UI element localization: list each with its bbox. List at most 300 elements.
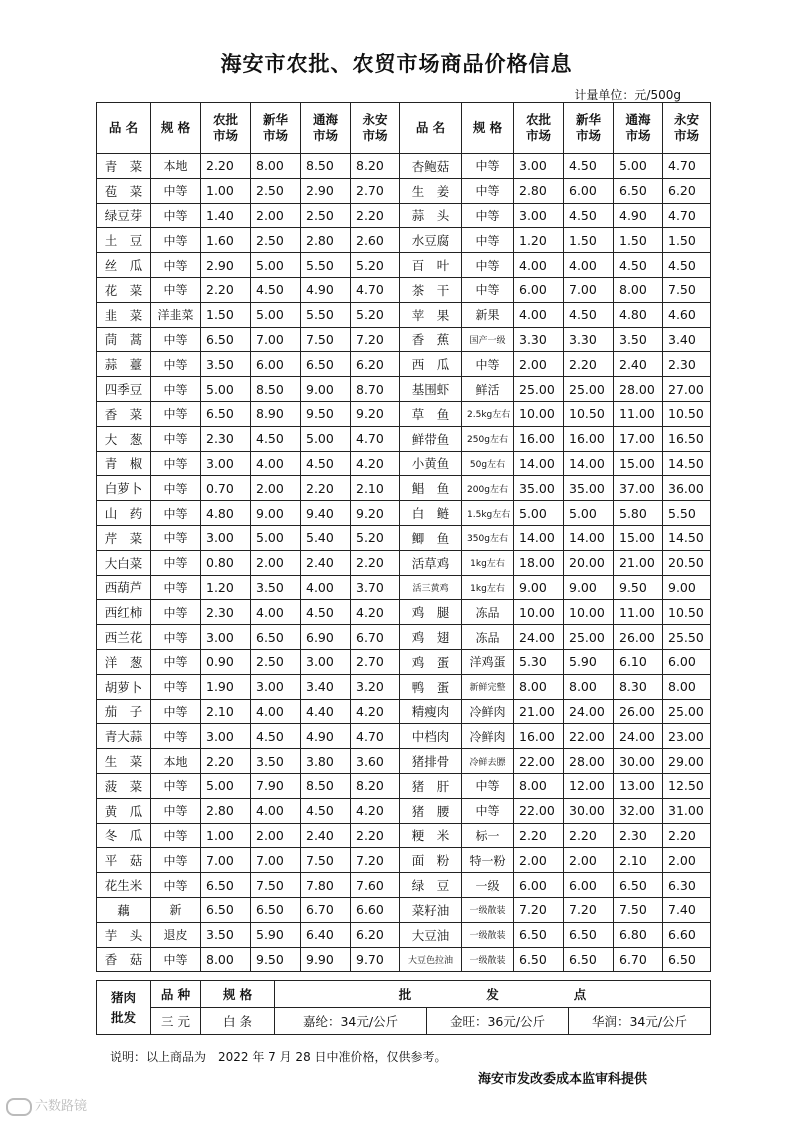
- item-price: 4.70: [663, 154, 711, 179]
- item-name: 菠 菜: [97, 773, 151, 798]
- item-price: 6.30: [663, 873, 711, 898]
- table-row: [97, 848, 711, 873]
- item-name: 鸡 腿: [400, 600, 462, 625]
- item-price: 2.40: [301, 550, 351, 575]
- item-price: 8.50: [301, 773, 351, 798]
- item-price: 6.40: [301, 922, 351, 947]
- table-row: [97, 451, 711, 476]
- table-row: [97, 674, 711, 699]
- item-price: 8.00: [564, 674, 614, 699]
- item-spec: 中等: [151, 873, 201, 898]
- item-price: 4.50: [564, 154, 614, 179]
- table-row: [97, 699, 711, 724]
- item-price: 25.00: [514, 377, 564, 402]
- item-price: 6.50: [251, 625, 301, 650]
- item-name: 西兰花: [97, 625, 151, 650]
- item-price: 3.00: [201, 525, 251, 550]
- item-name: 四季豆: [97, 377, 151, 402]
- item-price: 5.80: [614, 501, 663, 526]
- item-price: 17.00: [614, 426, 663, 451]
- table-row: [97, 426, 711, 451]
- table-row: [97, 352, 711, 377]
- item-price: 2.80: [201, 798, 251, 823]
- item-price: 2.60: [351, 228, 400, 253]
- item-price: 4.00: [251, 699, 301, 724]
- item-price: 6.70: [351, 625, 400, 650]
- table-row: [97, 525, 711, 550]
- item-price: 1.00: [201, 823, 251, 848]
- item-price: 10.00: [514, 600, 564, 625]
- item-price: 6.20: [663, 178, 711, 203]
- item-price: 2.20: [351, 203, 400, 228]
- item-name: 粳 米: [400, 823, 462, 848]
- item-price: 8.00: [614, 277, 663, 302]
- item-price: 6.90: [301, 625, 351, 650]
- item-spec: 中等: [151, 773, 201, 798]
- item-price: 8.00: [514, 773, 564, 798]
- pork-point-jialun: 嘉纶：34元/公斤: [275, 1008, 427, 1035]
- item-name: 青大蒜: [97, 724, 151, 749]
- item-price: 1.20: [201, 575, 251, 600]
- item-name: 面 粉: [400, 848, 462, 873]
- header-market-tonghai: 通海 市场: [301, 103, 351, 154]
- item-price: 16.00: [564, 426, 614, 451]
- item-price: 2.20: [201, 277, 251, 302]
- item-name: 绿 豆: [400, 873, 462, 898]
- item-spec: 中等: [462, 154, 514, 179]
- item-price: 4.50: [301, 451, 351, 476]
- item-price: 26.00: [614, 699, 663, 724]
- item-price: 12.50: [663, 773, 711, 798]
- item-price: 8.90: [251, 401, 301, 426]
- item-price: 7.00: [201, 848, 251, 873]
- table-row: [97, 649, 711, 674]
- item-spec: 新: [151, 897, 201, 922]
- item-spec: 退皮: [151, 922, 201, 947]
- item-spec: 350g左右: [462, 525, 514, 550]
- item-name: 猪 肝: [400, 773, 462, 798]
- item-name: 芋 头: [97, 922, 151, 947]
- item-price: 3.80: [301, 749, 351, 774]
- item-price: 0.70: [201, 476, 251, 501]
- item-spec: 洋韭菜: [151, 302, 201, 327]
- header-market-nongpi-2: 农批 市场: [514, 103, 564, 154]
- item-spec: 1.5kg左右: [462, 501, 514, 526]
- item-price: 2.40: [301, 823, 351, 848]
- item-spec: 新鲜完整: [462, 674, 514, 699]
- item-price: 5.20: [351, 253, 400, 278]
- item-spec: 中等: [151, 625, 201, 650]
- item-price: 25.50: [663, 625, 711, 650]
- item-price: 3.30: [564, 327, 614, 352]
- item-price: 2.20: [201, 154, 251, 179]
- item-price: 4.20: [351, 451, 400, 476]
- item-price: 9.00: [301, 377, 351, 402]
- header-market-yongan-2: 永安 市场: [663, 103, 711, 154]
- item-price: 12.00: [564, 773, 614, 798]
- page-title: 海安市农批、农贸市场商品价格信息: [220, 52, 573, 76]
- item-spec: 冷鲜去膘: [462, 749, 514, 774]
- item-spec: 一级散装: [462, 897, 514, 922]
- item-price: 8.20: [351, 773, 400, 798]
- item-name: 鲫 鱼: [400, 525, 462, 550]
- item-spec: 中等: [151, 401, 201, 426]
- item-price: 4.60: [663, 302, 711, 327]
- item-price: 4.50: [251, 724, 301, 749]
- item-price: 2.30: [663, 352, 711, 377]
- item-name: 鲜带鱼: [400, 426, 462, 451]
- item-price: 9.20: [351, 401, 400, 426]
- item-price: 6.50: [201, 897, 251, 922]
- item-price: 4.00: [251, 600, 301, 625]
- table-row: [97, 922, 711, 947]
- item-price: 2.20: [351, 823, 400, 848]
- item-price: 4.90: [614, 203, 663, 228]
- item-price: 5.20: [351, 302, 400, 327]
- item-name: 山 药: [97, 501, 151, 526]
- item-price: 2.00: [251, 203, 301, 228]
- item-price: 4.50: [564, 302, 614, 327]
- item-price: 31.00: [663, 798, 711, 823]
- item-price: 2.30: [201, 426, 251, 451]
- item-name: 鲳 鱼: [400, 476, 462, 501]
- item-price: 5.00: [514, 501, 564, 526]
- item-price: 4.70: [351, 426, 400, 451]
- header-market-tonghai-2: 通海 市场: [614, 103, 663, 154]
- item-price: 16.00: [514, 724, 564, 749]
- item-price: 35.00: [514, 476, 564, 501]
- item-spec: 中等: [151, 798, 201, 823]
- item-price: 1.90: [201, 674, 251, 699]
- item-price: 3.00: [201, 625, 251, 650]
- item-price: 7.60: [351, 873, 400, 898]
- pork-variety: 三 元: [151, 1008, 201, 1035]
- item-price: 1.20: [514, 228, 564, 253]
- item-price: 2.10: [614, 848, 663, 873]
- item-price: 8.00: [251, 154, 301, 179]
- item-spec: 中等: [151, 277, 201, 302]
- item-price: 10.00: [514, 401, 564, 426]
- item-name: 菜籽油: [400, 897, 462, 922]
- item-price: 30.00: [614, 749, 663, 774]
- item-price: 4.50: [301, 600, 351, 625]
- item-spec: 中等: [151, 724, 201, 749]
- item-price: 6.00: [663, 649, 711, 674]
- item-price: 6.70: [301, 897, 351, 922]
- item-name: 芹 菜: [97, 525, 151, 550]
- watermark-text: 六数路镜: [35, 1099, 88, 1114]
- item-price: 2.00: [514, 848, 564, 873]
- item-price: 10.00: [564, 600, 614, 625]
- item-spec: 中等: [462, 352, 514, 377]
- item-price: 28.00: [614, 377, 663, 402]
- item-price: 4.50: [614, 253, 663, 278]
- item-price: 26.00: [614, 625, 663, 650]
- item-price: 4.20: [351, 699, 400, 724]
- item-price: 3.20: [351, 674, 400, 699]
- item-price: 21.00: [514, 699, 564, 724]
- item-price: 2.20: [351, 550, 400, 575]
- item-name: 苹 果: [400, 302, 462, 327]
- table-row: [97, 302, 711, 327]
- item-name: 百 叶: [400, 253, 462, 278]
- item-price: 10.50: [564, 401, 614, 426]
- item-price: 3.50: [614, 327, 663, 352]
- item-spec: 国产一级: [462, 327, 514, 352]
- item-price: 8.00: [514, 674, 564, 699]
- item-name: 白萝卜: [97, 476, 151, 501]
- item-price: 15.00: [614, 525, 663, 550]
- item-price: 2.80: [301, 228, 351, 253]
- table-row: [97, 724, 711, 749]
- item-name: 精瘦肉: [400, 699, 462, 724]
- item-price: 14.50: [663, 451, 711, 476]
- item-name: 大豆油: [400, 922, 462, 947]
- pork-header-row: [97, 981, 711, 1008]
- item-price: 6.00: [514, 277, 564, 302]
- item-price: 4.00: [564, 253, 614, 278]
- item-name: 洋 葱: [97, 649, 151, 674]
- item-price: 5.90: [251, 922, 301, 947]
- table-row: [97, 897, 711, 922]
- item-price: 7.50: [251, 873, 301, 898]
- item-spec: 本地: [151, 749, 201, 774]
- item-spec: 中等: [151, 848, 201, 873]
- item-price: 5.30: [514, 649, 564, 674]
- item-price: 4.70: [663, 203, 711, 228]
- item-price: 4.00: [251, 798, 301, 823]
- item-price: 2.20: [564, 823, 614, 848]
- item-price: 6.50: [663, 947, 711, 972]
- item-price: 2.90: [301, 178, 351, 203]
- item-price: 16.00: [514, 426, 564, 451]
- item-price: 2.70: [351, 178, 400, 203]
- item-price: 6.50: [514, 947, 564, 972]
- item-price: 6.50: [201, 327, 251, 352]
- item-price: 9.90: [301, 947, 351, 972]
- item-price: 20.50: [663, 550, 711, 575]
- item-price: 10.50: [663, 600, 711, 625]
- item-price: 5.00: [564, 501, 614, 526]
- item-spec: 本地: [151, 154, 201, 179]
- table-row: [97, 476, 711, 501]
- table-row: [97, 228, 711, 253]
- item-price: 20.00: [564, 550, 614, 575]
- item-spec: 中等: [151, 600, 201, 625]
- item-price: 3.00: [201, 451, 251, 476]
- pork-label: 猪肉 批发: [97, 981, 151, 1035]
- item-price: 8.50: [301, 154, 351, 179]
- item-spec: 冷鲜肉: [462, 724, 514, 749]
- item-spec: 中等: [151, 501, 201, 526]
- item-price: 14.00: [514, 451, 564, 476]
- header-market-nongpi: 农批 市场: [201, 103, 251, 154]
- item-spec: 中等: [151, 178, 201, 203]
- item-price: 6.10: [614, 649, 663, 674]
- item-price: 7.90: [251, 773, 301, 798]
- pork-points-header: 批 发 点: [275, 981, 711, 1008]
- item-price: 32.00: [614, 798, 663, 823]
- item-price: 3.50: [201, 352, 251, 377]
- item-spec: 50g左右: [462, 451, 514, 476]
- item-price: 4.00: [251, 451, 301, 476]
- item-price: 2.20: [301, 476, 351, 501]
- header-market-xinhua-2: 新华 市场: [564, 103, 614, 154]
- item-spec: 中等: [151, 476, 201, 501]
- item-price: 1.00: [201, 178, 251, 203]
- item-price: 2.30: [201, 600, 251, 625]
- table-row: [97, 600, 711, 625]
- item-price: 5.20: [351, 525, 400, 550]
- item-name: 香 菇: [97, 947, 151, 972]
- item-price: 3.00: [201, 724, 251, 749]
- item-price: 6.50: [201, 401, 251, 426]
- item-spec: 中等: [151, 426, 201, 451]
- item-spec: 中等: [151, 823, 201, 848]
- item-price: 7.20: [351, 327, 400, 352]
- item-price: 28.00: [564, 749, 614, 774]
- table-row: [97, 773, 711, 798]
- table-row: [97, 401, 711, 426]
- item-price: 24.00: [564, 699, 614, 724]
- item-spec: 中等: [462, 178, 514, 203]
- item-name: 茶 干: [400, 277, 462, 302]
- item-spec: 中等: [151, 649, 201, 674]
- item-price: 5.50: [663, 501, 711, 526]
- item-price: 5.50: [301, 253, 351, 278]
- item-price: 3.00: [514, 154, 564, 179]
- provider-text: 海安市发改委成本监审科提供: [478, 1072, 648, 1087]
- item-price: 8.00: [201, 947, 251, 972]
- item-spec: 中等: [462, 277, 514, 302]
- item-price: 6.00: [251, 352, 301, 377]
- item-price: 4.00: [301, 575, 351, 600]
- item-name: 小黄鱼: [400, 451, 462, 476]
- item-price: 24.00: [614, 724, 663, 749]
- item-price: 18.00: [514, 550, 564, 575]
- item-spec: 中等: [151, 947, 201, 972]
- table-row: [97, 823, 711, 848]
- item-name: 水豆腐: [400, 228, 462, 253]
- item-price: 22.00: [514, 749, 564, 774]
- item-name: 青 椒: [97, 451, 151, 476]
- item-spec: 中等: [462, 253, 514, 278]
- item-name: 白 鲢: [400, 501, 462, 526]
- item-price: 0.90: [201, 649, 251, 674]
- item-price: 3.00: [514, 203, 564, 228]
- item-price: 27.00: [663, 377, 711, 402]
- table-row: [97, 377, 711, 402]
- item-price: 4.50: [564, 203, 614, 228]
- item-price: 9.00: [251, 501, 301, 526]
- item-price: 8.30: [614, 674, 663, 699]
- item-spec: 250g左右: [462, 426, 514, 451]
- item-name: 青 菜: [97, 154, 151, 179]
- item-price: 5.90: [564, 649, 614, 674]
- item-price: 6.00: [564, 178, 614, 203]
- item-name: 猪排骨: [400, 749, 462, 774]
- table-row: [97, 798, 711, 823]
- item-price: 6.50: [514, 922, 564, 947]
- item-name: 活三黄鸡: [400, 575, 462, 600]
- item-price: 25.00: [564, 377, 614, 402]
- item-price: 3.70: [351, 575, 400, 600]
- item-price: 16.50: [663, 426, 711, 451]
- item-price: 6.80: [614, 922, 663, 947]
- table-row: [97, 178, 711, 203]
- item-name: 苞 菜: [97, 178, 151, 203]
- item-name: 蒜 薹: [97, 352, 151, 377]
- item-price: 1.50: [201, 302, 251, 327]
- item-price: 9.50: [301, 401, 351, 426]
- item-name: 绿豆芽: [97, 203, 151, 228]
- item-price: 9.70: [351, 947, 400, 972]
- item-price: 2.50: [251, 178, 301, 203]
- item-price: 3.50: [201, 922, 251, 947]
- item-price: 0.80: [201, 550, 251, 575]
- item-price: 29.00: [663, 749, 711, 774]
- item-spec: 中等: [462, 228, 514, 253]
- item-spec: 中等: [462, 798, 514, 823]
- item-price: 2.00: [251, 550, 301, 575]
- note-text: 说明：以上商品为 2022 年 7 月 28 日中准价格，仅供参考。: [110, 1050, 447, 1064]
- table-row: [97, 749, 711, 774]
- item-spec: 标一: [462, 823, 514, 848]
- pork-wholesale-table: [96, 980, 711, 1035]
- item-price: 36.00: [663, 476, 711, 501]
- item-name: 生 菜: [97, 749, 151, 774]
- item-name: 胡萝卜: [97, 674, 151, 699]
- item-price: 6.50: [564, 922, 614, 947]
- item-price: 7.50: [614, 897, 663, 922]
- item-price: 8.70: [351, 377, 400, 402]
- item-spec: 新果: [462, 302, 514, 327]
- table-row: [97, 154, 711, 179]
- item-spec: 中等: [151, 575, 201, 600]
- item-price: 6.50: [614, 873, 663, 898]
- table-row: [97, 277, 711, 302]
- item-price: 3.50: [251, 575, 301, 600]
- item-price: 37.00: [614, 476, 663, 501]
- item-price: 9.50: [251, 947, 301, 972]
- item-spec: 冷鲜肉: [462, 699, 514, 724]
- item-spec: 中等: [151, 228, 201, 253]
- item-price: 4.50: [663, 253, 711, 278]
- item-price: 22.00: [514, 798, 564, 823]
- item-price: 4.20: [351, 600, 400, 625]
- unit-label: 计量单位：元/500g: [574, 88, 681, 102]
- item-price: 2.30: [614, 823, 663, 848]
- item-price: 6.60: [663, 922, 711, 947]
- item-name: 丝 瓜: [97, 253, 151, 278]
- item-price: 2.50: [251, 228, 301, 253]
- item-price: 2.90: [201, 253, 251, 278]
- item-price: 2.50: [301, 203, 351, 228]
- item-price: 3.40: [663, 327, 711, 352]
- item-spec: 中等: [151, 674, 201, 699]
- item-name: 蒜 头: [400, 203, 462, 228]
- item-price: 4.80: [201, 501, 251, 526]
- item-name: 基围虾: [400, 377, 462, 402]
- item-price: 14.00: [514, 525, 564, 550]
- header-market-xinhua: 新华 市场: [251, 103, 301, 154]
- item-spec: 鲜活: [462, 377, 514, 402]
- item-spec: 特一粉: [462, 848, 514, 873]
- item-price: 7.20: [514, 897, 564, 922]
- item-price: 4.90: [301, 724, 351, 749]
- item-price: 23.00: [663, 724, 711, 749]
- item-price: 8.20: [351, 154, 400, 179]
